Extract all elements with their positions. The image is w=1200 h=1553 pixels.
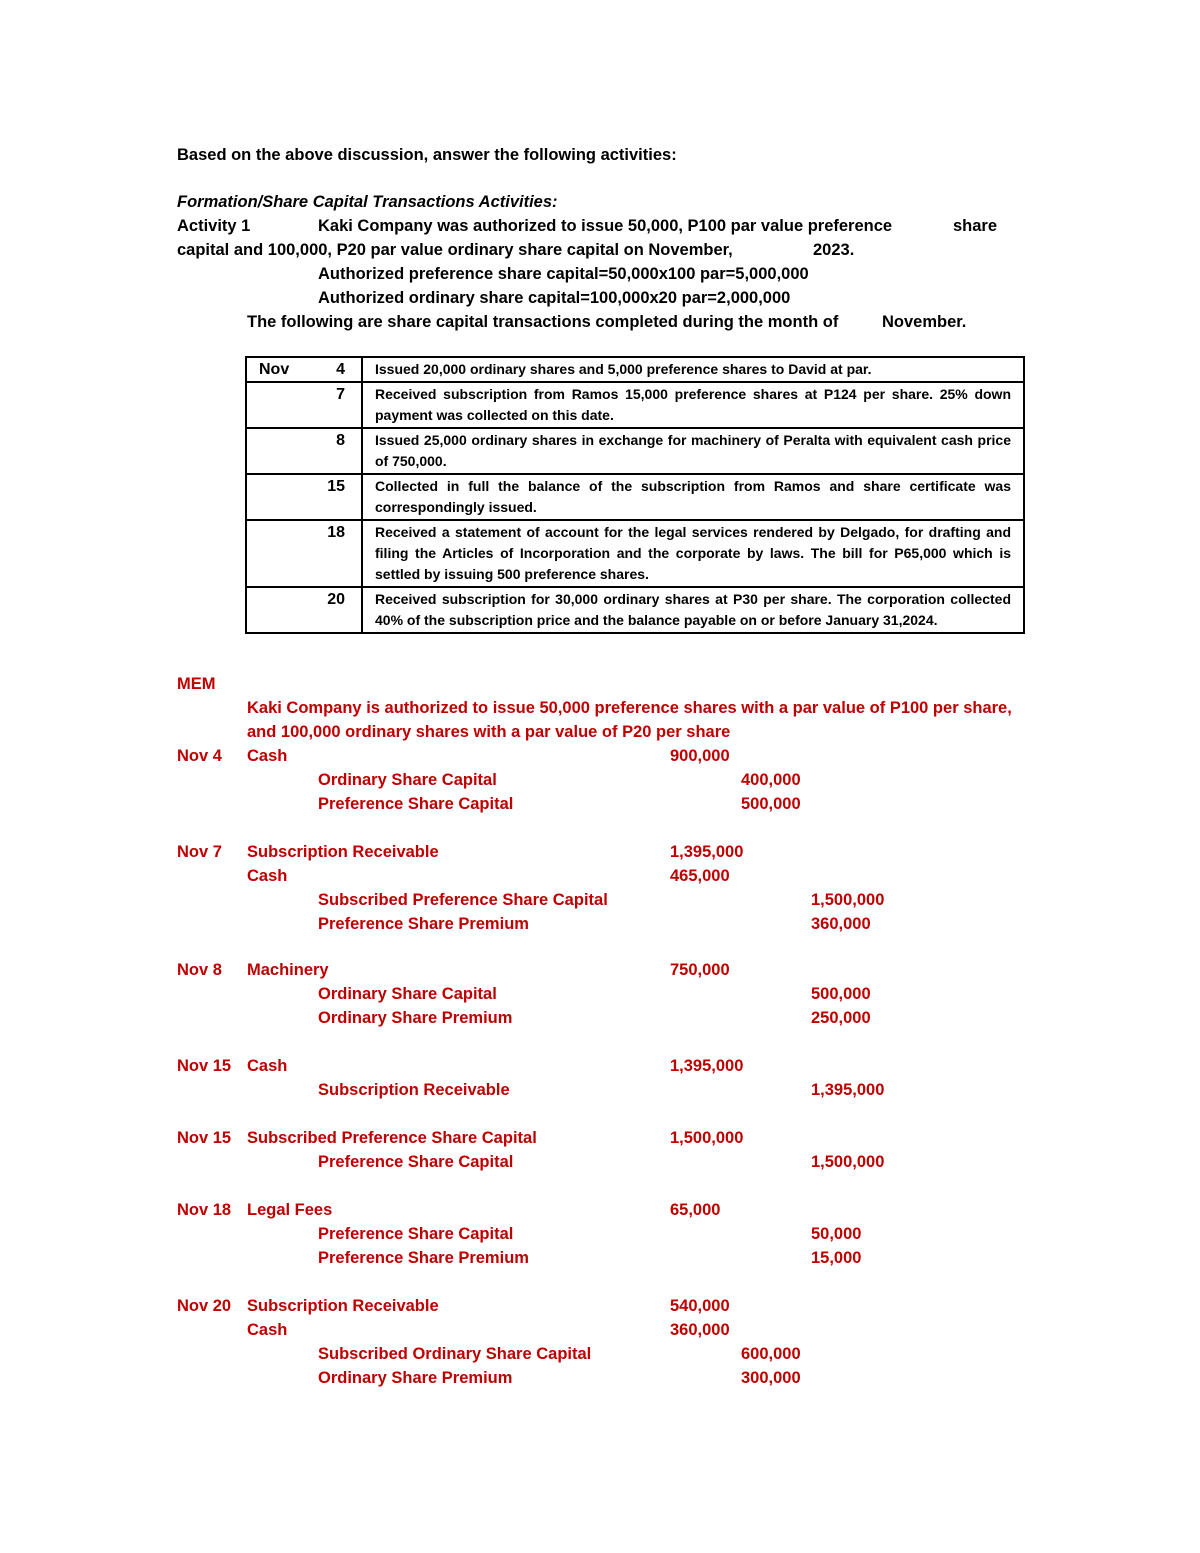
- credit-amount: 500,000: [811, 985, 871, 1003]
- transaction-date-cell: [246, 357, 362, 382]
- debit-account: Subscription Receivable: [247, 843, 439, 861]
- transaction-day: 20: [327, 591, 345, 608]
- journal-date: Nov 15: [177, 1129, 232, 1147]
- transaction-description: Received subscription from Ramos 15,000 preference shares at P124 per share. 25% down payment was collected on this date.: [362, 382, 1024, 428]
- credit-account: Preference Share Premium: [318, 915, 529, 933]
- debit-account: Cash: [247, 1321, 288, 1339]
- transaction-date-cell: [246, 428, 362, 474]
- transaction-date-cell: [246, 382, 362, 428]
- debit-amount: 540,000: [670, 1297, 730, 1315]
- journal-date: Nov 18: [177, 1201, 232, 1219]
- debit-account: Subscription Receivable: [247, 1297, 439, 1315]
- transaction-row: [246, 382, 1024, 428]
- debit-amount: 65,000: [670, 1201, 721, 1219]
- credit-account: Subscribed Ordinary Share Capital: [318, 1345, 592, 1363]
- debit-account: Cash: [247, 747, 288, 765]
- debit-amount: 465,000: [670, 867, 730, 885]
- credit-account: Ordinary Share Capital: [318, 985, 497, 1003]
- activity-line1-tail: share: [953, 217, 998, 235]
- transaction-row: [246, 474, 1024, 520]
- debit-amount: 1,395,000: [670, 843, 744, 861]
- transaction-description: Received subscription for 30,000 ordinary shares at P30 per share. The corporation collected 40% of the subscription price and the balance payable on or before January 31,2024.: [362, 587, 1024, 633]
- credit-amount: 15,000: [811, 1249, 862, 1267]
- debit-account: Machinery: [247, 961, 329, 979]
- transaction-day: 8: [336, 432, 345, 449]
- credit-amount: 500,000: [741, 795, 801, 813]
- journal-date: Nov 15: [177, 1057, 232, 1075]
- credit-amount: 50,000: [811, 1225, 862, 1243]
- credit-account: Preference Share Premium: [318, 1249, 529, 1267]
- debit-amount: 1,395,000: [670, 1057, 744, 1075]
- transaction-date-cell: [246, 520, 362, 587]
- transactions-table: [245, 356, 1025, 634]
- transaction-day: 18: [327, 524, 345, 541]
- credit-amount: 1,500,000: [811, 1153, 885, 1171]
- credit-amount: 300,000: [741, 1369, 801, 1387]
- credit-amount: 400,000: [741, 771, 801, 789]
- journal-date: Nov 4: [177, 747, 222, 765]
- transaction-description: Issued 25,000 ordinary shares in exchange for machinery of Peralta with equivalent cash price of 750,000.: [362, 428, 1024, 474]
- mem-line2: and 100,000 ordinary shares with a par value of P20 per share: [247, 723, 731, 741]
- mem-label: MEM: [177, 675, 216, 693]
- transaction-description: Received a statement of account for the legal services rendered by Delgado, for drafting and filing the Articles of Incorporation and the corporate by laws. The bill for P65,000 which is settled by issuing 500 preference shares.: [362, 520, 1024, 587]
- activity-label: Activity 1: [177, 217, 251, 235]
- transaction-day: 15: [327, 478, 345, 495]
- debit-account: Subscribed Preference Share Capital: [247, 1129, 537, 1147]
- journal-date: Nov 7: [177, 843, 222, 861]
- credit-amount: 250,000: [811, 1009, 871, 1027]
- credit-amount: 360,000: [811, 915, 871, 933]
- debit-amount: 750,000: [670, 961, 730, 979]
- debit-account: Cash: [247, 867, 288, 885]
- credit-amount: 1,395,000: [811, 1081, 885, 1099]
- debit-account: Legal Fees: [247, 1201, 333, 1219]
- transaction-row: [246, 357, 1024, 382]
- credit-account: Ordinary Share Premium: [318, 1369, 513, 1387]
- credit-amount: 600,000: [741, 1345, 801, 1363]
- transaction-date-cell: [246, 474, 362, 520]
- transaction-description: Issued 20,000 ordinary shares and 5,000 preference shares to David at par.: [362, 357, 1024, 382]
- credit-account: Preference Share Capital: [318, 795, 514, 813]
- transaction-row: [246, 428, 1024, 474]
- credit-account: Ordinary Share Capital: [318, 771, 497, 789]
- transaction-row: [246, 520, 1024, 587]
- transaction-day: 7: [336, 386, 345, 403]
- transaction-date-cell: [246, 587, 362, 633]
- authorized-preference: Authorized preference share capital=50,000x100 par=5,000,000: [318, 265, 809, 283]
- mem-line1: Kaki Company is authorized to issue 50,000 preference shares with a par value of P100 per share,: [247, 699, 1012, 717]
- activity-line2: capital and 100,000, P20 par value ordinary share capital on November,: [177, 241, 733, 259]
- journal-date: Nov 8: [177, 961, 222, 979]
- credit-account: Ordinary Share Premium: [318, 1009, 513, 1027]
- credit-account: Preference Share Capital: [318, 1153, 514, 1171]
- debit-amount: 900,000: [670, 747, 730, 765]
- credit-amount: 1,500,000: [811, 891, 885, 909]
- intro-text: Based on the above discussion, answer the following activities:: [177, 146, 677, 164]
- credit-account: Subscribed Preference Share Capital: [318, 891, 608, 909]
- following-tail: November.: [882, 313, 967, 331]
- authorized-ordinary: Authorized ordinary share capital=100,000x20 par=2,000,000: [318, 289, 791, 307]
- credit-account: Subscription Receivable: [318, 1081, 510, 1099]
- transaction-description: Collected in full the balance of the subscription from Ramos and share certificate was correspondingly issued.: [362, 474, 1024, 520]
- debit-account: Cash: [247, 1057, 288, 1075]
- section-title: Formation/Share Capital Transactions Activities:: [177, 193, 558, 211]
- following-text: The following are share capital transactions completed during the month of: [247, 313, 839, 331]
- activity-line1: Kaki Company was authorized to issue 50,000, P100 par value preference: [318, 217, 893, 235]
- debit-amount: 1,500,000: [670, 1129, 744, 1147]
- journal-date: Nov 20: [177, 1297, 232, 1315]
- credit-account: Preference Share Capital: [318, 1225, 514, 1243]
- activity-line2-tail: 2023.: [813, 241, 855, 259]
- transaction-row: [246, 587, 1024, 633]
- transaction-month: Nov: [259, 361, 290, 378]
- debit-amount: 360,000: [670, 1321, 730, 1339]
- transaction-day: 4: [336, 361, 345, 378]
